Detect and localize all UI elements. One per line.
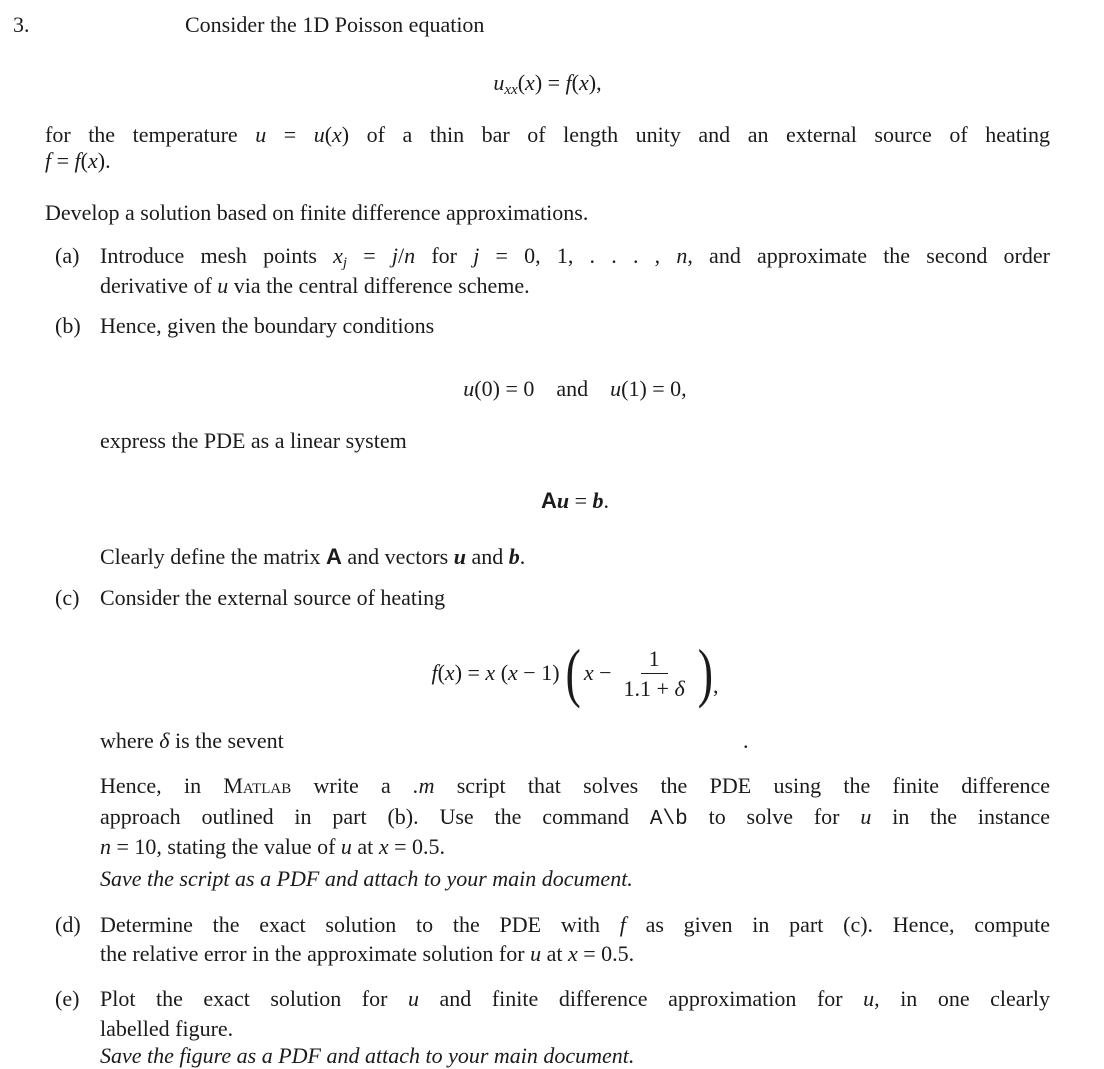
heating-eq-inner: x − <box>583 660 612 685</box>
where-period: . <box>743 728 749 753</box>
express-line: express the PDE as a linear system <box>100 428 407 453</box>
item-b-label: (b) <box>55 313 81 338</box>
problem-title: Consider the 1D Poisson equation <box>185 12 485 37</box>
item-e-line-1: Plot the exact solution for u and finite difference approximation for u, in one clearly <box>100 986 1050 1011</box>
linear-system-equation: Au = b. <box>540 488 610 513</box>
intro-line-2: f = f(x). <box>45 148 111 173</box>
item-d-line-1: Determine the exact solution to the PDE with f as given in part (c). Hence, compute <box>100 912 1050 937</box>
intro-line-1: for the temperature u = u(x) of a thin bar of length unity and an external source of heating <box>45 122 1050 147</box>
item-e-line-2: labelled figure. <box>100 1016 234 1041</box>
item-a-line-1: Introduce mesh points $x_j = j/n$ for j = 0, 1, . . . , n, and approximate the second order <box>100 243 1050 271</box>
close-paren: ) <box>697 636 714 709</box>
heating-eq-lhs: f(x) = x (x − 1) <box>431 660 560 685</box>
heating-equation <box>100 630 1050 716</box>
item-d-line-2: the relative error in the approximate solution for u at x = 0.5. <box>100 941 635 966</box>
item-a-label: (a) <box>55 243 80 268</box>
fraction <box>616 646 693 701</box>
item-c-label: (c) <box>55 585 80 610</box>
heating-eq-comma: , <box>713 673 719 698</box>
matlab-line-3: n = 10, stating the value of u at x = 0.5. <box>100 834 445 859</box>
item-d-label: (d) <box>55 912 81 937</box>
item-e-label: (e) <box>55 986 80 1011</box>
develop-line: Develop a solution based on finite difference approximations. <box>45 200 589 225</box>
item-a-line-2: derivative of u via the central difference scheme. <box>100 273 530 298</box>
problem-number: 3. <box>13 12 30 37</box>
fraction-numerator: 1 <box>641 646 668 674</box>
poisson-equation: $u_{xx}(x) = f(x)$, <box>493 70 602 98</box>
item-b-line-1: Hence, given the boundary conditions <box>100 313 435 338</box>
where-line <box>100 727 1050 754</box>
clipped-line: Save the figure as a PDF and attach to your main document. <box>100 1043 635 1068</box>
matlab-line-2: approach outlined in part (b). Use the command A\b to solve for u in the instance <box>100 804 1051 831</box>
matlab-line-4: Save the script as a PDF and attach to your main document. <box>100 866 633 891</box>
item-c-line-1: Consider the external source of heating <box>100 585 446 610</box>
boundary-equation: u(0) = 0 and u(1) = 0, <box>463 376 687 401</box>
matlab-line-1: Hence, in Matlab write a .m script that solves the PDE using the finite difference <box>100 773 1051 798</box>
fraction-denominator: 1.1 + δ <box>623 675 685 701</box>
clearly-line: Clearly define the matrix A and vectors u and b. <box>100 544 526 569</box>
open-paren: ( <box>565 636 581 709</box>
where-text: where δ is the sevent <box>100 728 284 753</box>
